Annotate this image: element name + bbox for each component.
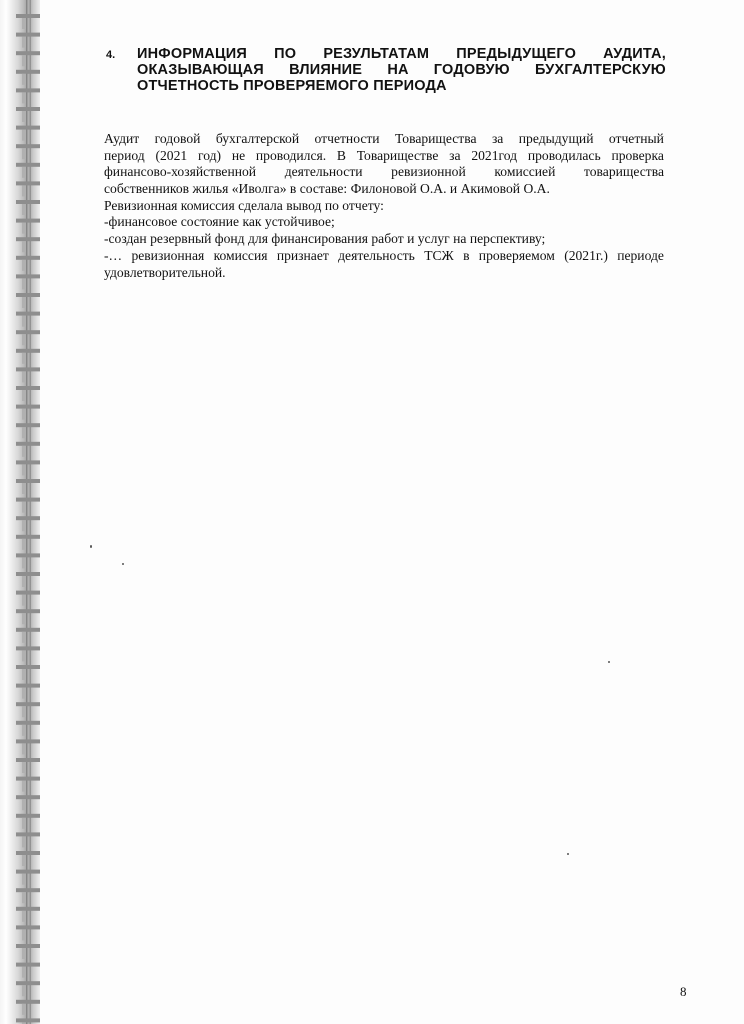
body-word: В (336, 147, 346, 163)
heading-word: АУДИТА, (603, 46, 666, 62)
binding-tooth (16, 219, 40, 223)
binding-tooth-shadow (22, 278, 26, 289)
body-word: периоде (617, 247, 664, 263)
binding-tooth (16, 367, 40, 371)
binding-teeth (10, 0, 40, 1024)
body-word: проверка (611, 147, 664, 163)
binding-tooth-shadow (22, 55, 26, 66)
body-word: комиссией (494, 164, 556, 180)
binding-tooth-shadow (22, 446, 26, 457)
body-word: отчетности (314, 131, 380, 146)
body-word: Товарищества (395, 131, 477, 146)
body-word: комиссия (213, 247, 268, 263)
body-word: год) (197, 147, 222, 163)
binding-tooth (16, 14, 40, 18)
binding-tooth-shadow (22, 557, 26, 568)
binding-tooth (16, 870, 40, 874)
binding-tooth-shadow (22, 37, 26, 48)
binding-tooth-shadow (22, 688, 26, 699)
body-line: Ревизионная комиссия сделала вывод по отчету: (104, 197, 384, 213)
body-word: признает (276, 247, 329, 263)
heading-word: ИНФОРМАЦИЯ (137, 46, 248, 62)
heading-line (137, 78, 666, 94)
binding-tooth-shadow (22, 669, 26, 680)
binding-tooth-shadow (22, 818, 26, 829)
binding-tooth (16, 851, 40, 855)
binding-tooth (16, 795, 40, 799)
body-word: финансово-хозяйственной (104, 164, 257, 180)
section-title (137, 46, 666, 94)
binding-tooth-shadow (22, 632, 26, 643)
scan-speck (122, 563, 124, 565)
binding-tooth (16, 888, 40, 892)
binding-tooth-shadow (22, 576, 26, 587)
binding-tooth (16, 1018, 40, 1022)
body-line: удовлетворительной. (104, 264, 226, 280)
binding-tooth (16, 88, 40, 92)
binding-tooth (16, 200, 40, 204)
binding-tooth-shadow (22, 911, 26, 922)
body-word: проводилась (527, 147, 601, 163)
binding-tooth (16, 907, 40, 911)
binding-tooth (16, 237, 40, 241)
binding-tooth-shadow (22, 223, 26, 234)
scan-speck (567, 853, 569, 855)
binding-tooth-shadow (22, 148, 26, 159)
heading-word: ПРЕДЫДУЩЕГО (456, 46, 577, 62)
scan-speck (608, 661, 610, 663)
binding-tooth-shadow (22, 371, 26, 382)
body-word: деятельность (338, 247, 415, 263)
binding-tooth (16, 665, 40, 669)
binding-tooth-shadow (22, 316, 26, 327)
binding-tooth (16, 553, 40, 557)
binding-tooth-shadow (22, 111, 26, 122)
binding-tooth-shadow (22, 892, 26, 903)
binding-tooth-shadow (22, 650, 26, 661)
binding-tooth (16, 405, 40, 409)
binding-tooth (16, 646, 40, 650)
binding-tooth (16, 702, 40, 706)
binding-tooth-shadow (22, 409, 26, 420)
binding-tooth-shadow (22, 799, 26, 810)
binding-tooth (16, 349, 40, 353)
heading-word: РЕЗУЛЬТАТАМ (323, 46, 430, 62)
page-number: 8 (680, 984, 687, 999)
binding-tooth-shadow (22, 204, 26, 215)
binding-tooth (16, 628, 40, 632)
binding-tooth-shadow (22, 502, 26, 513)
binding-tooth (16, 51, 40, 55)
body-line: собственников жилья «Иволга» в составе: Филоновой О.А. и Акимовой О.А. (104, 181, 550, 197)
binding-tooth-shadow (22, 520, 26, 531)
body-word: период (104, 147, 145, 163)
body-word: не (231, 147, 246, 163)
body-word: годовой (154, 131, 201, 146)
body-word: проверяемом (478, 247, 555, 263)
body-line: -финансовое состояние как устойчивое; (104, 214, 335, 230)
binding-tooth-shadow (22, 836, 26, 847)
binding-tooth (16, 423, 40, 427)
binding-tooth (16, 256, 40, 260)
binding-tooth (16, 181, 40, 185)
binding-tooth-shadow (22, 167, 26, 178)
heading-word: ВЛИЯНИЕ (289, 62, 363, 78)
body-word: Аудит (104, 131, 140, 146)
binding-tooth (16, 126, 40, 130)
binding-tooth-shadow (22, 92, 26, 103)
binding-tooth-shadow (22, 241, 26, 252)
body-line: -создан резервный фонд для финансирования работ и услуг на перспективу; (104, 231, 546, 247)
body-word: товарищества (584, 164, 664, 180)
binding-tooth (16, 684, 40, 688)
binding-tooth (16, 498, 40, 502)
body-word: (2021 (155, 147, 188, 163)
binding-tooth-shadow (22, 427, 26, 438)
binding-tooth (16, 535, 40, 539)
body-word: за (449, 147, 461, 163)
body-word: 2021год (471, 147, 518, 163)
heading-word: ОКАЗЫВАЮЩАЯ (137, 62, 264, 78)
body-word: (2021г.) (564, 247, 608, 263)
binding-tooth (16, 944, 40, 948)
binding-tooth (16, 1000, 40, 1004)
binding-tooth-shadow (22, 18, 26, 29)
binding-tooth (16, 442, 40, 446)
binding-tooth (16, 609, 40, 613)
heading-line (137, 46, 666, 62)
binding-tooth-shadow (22, 130, 26, 141)
binding-tooth-shadow (22, 929, 26, 940)
body-word: проводился. (255, 147, 327, 163)
body-line (104, 164, 664, 181)
body-word: ревизионная (131, 247, 205, 263)
binding-tooth-shadow (22, 334, 26, 345)
binding-tooth-shadow (22, 353, 26, 364)
binding-tooth-shadow (22, 595, 26, 606)
binding-tooth (16, 312, 40, 316)
binding-tooth (16, 33, 40, 37)
binding-tooth (16, 144, 40, 148)
body-word: деятельности (284, 164, 363, 180)
binding-tooth-shadow (22, 185, 26, 196)
binding-tooth (16, 832, 40, 836)
heading-word: ОТЧЕТНОСТЬ ПРОВЕРЯЕМОГО ПЕРИОДА (137, 78, 447, 94)
binding-tooth-shadow (22, 464, 26, 475)
binding-tooth (16, 739, 40, 743)
binding-tooth (16, 460, 40, 464)
binding-tooth (16, 70, 40, 74)
binding-tooth (16, 479, 40, 483)
body-text (104, 131, 664, 281)
binding-tooth-shadow (22, 948, 26, 959)
body-word: ревизионной (391, 164, 466, 180)
body-word: в (463, 247, 470, 263)
heading-word: ПО (274, 46, 297, 62)
body-word: ТСЖ (424, 247, 454, 263)
binding-tooth (16, 107, 40, 111)
body-word: за (491, 131, 504, 146)
heading-line (137, 62, 666, 78)
binding-tooth (16, 963, 40, 967)
binding-tooth (16, 293, 40, 297)
binding-tooth-shadow (22, 743, 26, 754)
binding-tooth (16, 516, 40, 520)
binding-tooth-shadow (22, 725, 26, 736)
binding-tooth (16, 721, 40, 725)
binding-tooth (16, 981, 40, 985)
binding-tooth-shadow (22, 874, 26, 885)
binding-tooth-shadow (22, 613, 26, 624)
binding-tooth-shadow (22, 74, 26, 85)
binding-tooth (16, 925, 40, 929)
binding-tooth (16, 777, 40, 781)
binding-tooth (16, 814, 40, 818)
heading-word: НА (387, 62, 409, 78)
body-word: бухгалтерской (215, 131, 300, 146)
body-word: -… (104, 247, 123, 263)
binding-tooth (16, 163, 40, 167)
binding-tooth-shadow (22, 483, 26, 494)
binding-tooth-shadow (22, 1004, 26, 1015)
binding-tooth (16, 274, 40, 278)
binding-tooth-shadow (22, 967, 26, 978)
binding-tooth-shadow (22, 781, 26, 792)
binding-tooth-shadow (22, 855, 26, 866)
binding-tooth-shadow (22, 985, 26, 996)
binding-tooth (16, 591, 40, 595)
heading-word: ГОДОВУЮ (433, 62, 510, 78)
binding-tooth-shadow (22, 260, 26, 271)
binding-tooth (16, 386, 40, 390)
binding-tooth-shadow (22, 539, 26, 550)
binding-tooth-shadow (22, 706, 26, 717)
body-word: отчетный (608, 131, 664, 146)
heading-word: БУХГАЛТЕРСКУЮ (534, 62, 666, 78)
binding-tooth-shadow (22, 390, 26, 401)
body-line (104, 131, 664, 148)
body-word: предыдущий (518, 131, 594, 146)
body-word: Товариществе (356, 147, 439, 163)
body-line (104, 148, 664, 165)
body-line (104, 248, 664, 265)
binding-tooth-shadow (22, 762, 26, 773)
section-number: 4. (106, 49, 116, 61)
binding-tooth (16, 330, 40, 334)
binding-tooth (16, 572, 40, 576)
binding-tooth (16, 758, 40, 762)
binding-tooth-shadow (22, 297, 26, 308)
scan-speck (90, 545, 92, 548)
